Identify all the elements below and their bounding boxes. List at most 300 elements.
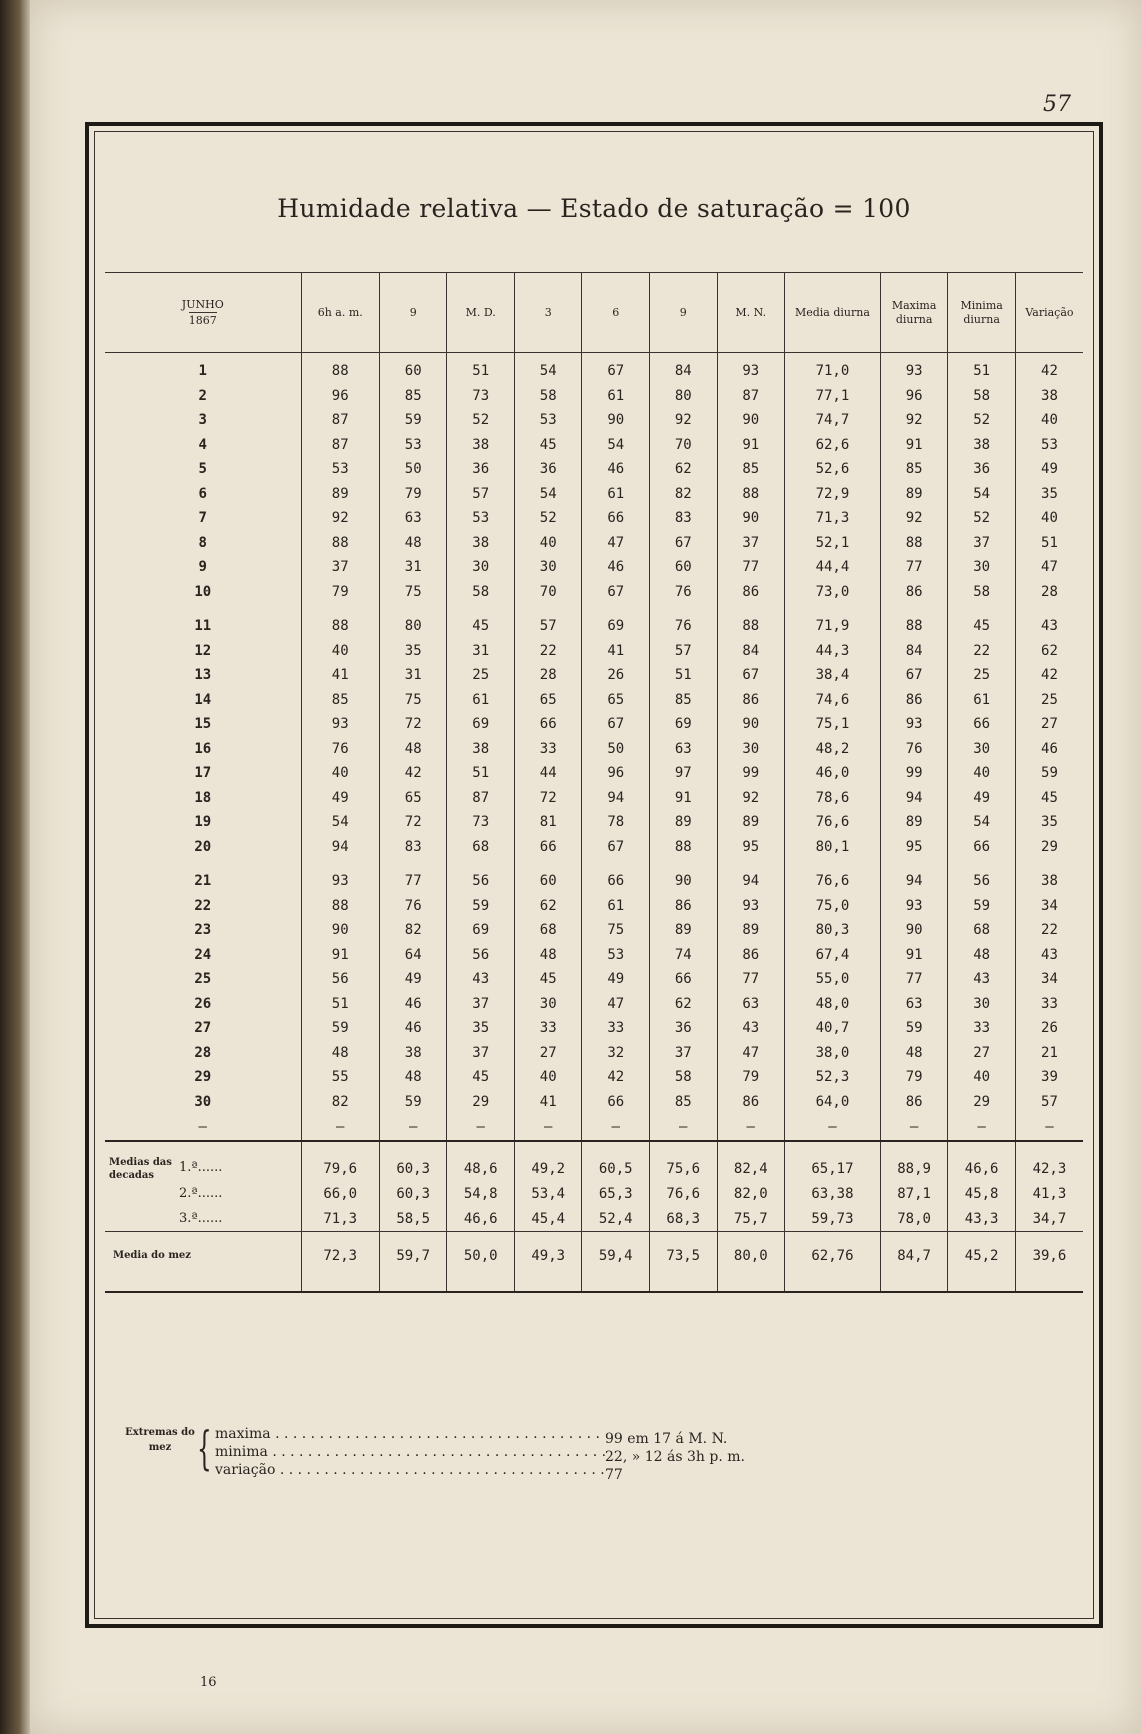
- value-cell: 65: [582, 688, 650, 713]
- value-cell: 66: [582, 869, 650, 894]
- value-cell: 25: [447, 663, 515, 688]
- value-cell: 47: [582, 992, 650, 1017]
- value-cell: 48: [948, 943, 1016, 968]
- value-cell: 89: [717, 810, 785, 835]
- value-cell: 33: [514, 1016, 582, 1041]
- value-cell: 50,0: [447, 1244, 515, 1269]
- value-cell: 27: [948, 1041, 1016, 1066]
- decade-number: 1.ª: [179, 1160, 198, 1175]
- day-cell: 30: [194, 1093, 212, 1110]
- extreme-max: [215, 1425, 728, 1447]
- table-row: [105, 457, 1083, 482]
- value-cell: 80,3: [785, 918, 881, 943]
- value-cell: 92: [301, 506, 379, 531]
- value-cell: 86: [717, 580, 785, 605]
- value-cell: 90: [301, 918, 379, 943]
- header-col: 6h a. m.: [301, 273, 379, 353]
- month-mean-row: [105, 1244, 1083, 1269]
- value-cell: 76,6: [785, 869, 881, 894]
- value-cell: 77,1: [785, 384, 881, 409]
- value-cell: 65: [514, 688, 582, 713]
- spacer-cell: [948, 1141, 1016, 1156]
- value-cell: 93: [301, 712, 379, 737]
- extreme-value: 99 em 17 á M. N.: [605, 1431, 728, 1447]
- day-cell: 3: [198, 412, 207, 428]
- value-cell: 53: [379, 433, 447, 458]
- day-cell: 9: [198, 559, 207, 575]
- day-cell: 24: [194, 946, 212, 963]
- value-cell: 57: [447, 482, 515, 507]
- value-cell: 42: [1015, 353, 1083, 384]
- dash-cell: —: [514, 1114, 582, 1141]
- spacer-cell: [880, 1269, 948, 1292]
- decade-row: [105, 1182, 1083, 1207]
- value-cell: 85: [650, 1090, 718, 1115]
- spacer-cell: [105, 604, 301, 614]
- value-cell: 59: [301, 1016, 379, 1041]
- value-cell: 58: [650, 1065, 718, 1090]
- value-cell: 89: [717, 918, 785, 943]
- table-row: [105, 918, 1083, 943]
- value-cell: 88: [301, 531, 379, 556]
- value-cell: 77: [717, 967, 785, 992]
- value-cell: 78,0: [880, 1207, 948, 1232]
- dash-cell: —: [880, 1114, 948, 1141]
- value-cell: 71,9: [785, 614, 881, 639]
- header-month: [105, 273, 301, 353]
- table-row: [105, 967, 1083, 992]
- value-cell: 66,0: [301, 1182, 379, 1207]
- separator: [105, 1232, 1083, 1245]
- value-cell: 48,0: [785, 992, 881, 1017]
- value-cell: 30: [514, 555, 582, 580]
- value-cell: 77: [880, 967, 948, 992]
- spacer-cell: [105, 859, 301, 869]
- spacer-cell: [948, 1269, 1016, 1292]
- value-cell: 58: [948, 580, 1016, 605]
- value-cell: 48: [301, 1041, 379, 1066]
- value-cell: 52: [447, 408, 515, 433]
- value-cell: 86: [880, 688, 948, 713]
- value-cell: 68,3: [650, 1207, 718, 1232]
- spacer-cell: [447, 1232, 515, 1245]
- header-month-name: JUNHO: [181, 298, 224, 312]
- value-cell: 62,6: [785, 433, 881, 458]
- value-cell: 30: [514, 992, 582, 1017]
- value-cell: 49: [582, 967, 650, 992]
- extreme-value: 77: [605, 1467, 623, 1483]
- spacer-cell: [650, 604, 718, 614]
- decade-label-cell: [105, 1207, 301, 1232]
- extremes-label: Extremas do mez: [125, 1427, 195, 1453]
- spacer-cell: [514, 1269, 582, 1292]
- value-cell: 59: [880, 1016, 948, 1041]
- value-cell: 70: [514, 580, 582, 605]
- value-cell: 88: [880, 531, 948, 556]
- value-cell: 67: [582, 580, 650, 605]
- value-cell: 56: [301, 967, 379, 992]
- value-cell: 38: [379, 1041, 447, 1066]
- value-cell: 30: [948, 737, 1016, 762]
- header-col: Minima diurna: [948, 273, 1016, 353]
- value-cell: 56: [447, 869, 515, 894]
- spacer-cell: [447, 1269, 515, 1292]
- decade-row: [105, 1207, 1083, 1232]
- value-cell: 30: [948, 555, 1016, 580]
- value-cell: 62: [650, 992, 718, 1017]
- value-cell: 64,0: [785, 1090, 881, 1115]
- value-cell: 59,7: [379, 1244, 447, 1269]
- value-cell: 60: [650, 555, 718, 580]
- value-cell: 21: [1015, 1041, 1083, 1066]
- value-cell: 38: [447, 433, 515, 458]
- header-col: 3: [514, 273, 582, 353]
- value-cell: 75,6: [650, 1156, 718, 1182]
- value-cell: 57: [1015, 1090, 1083, 1115]
- value-cell: 35: [1015, 482, 1083, 507]
- spacer-cell: [514, 1232, 582, 1245]
- value-cell: 85: [379, 384, 447, 409]
- spacer-cell: [717, 1269, 785, 1292]
- leader-dots: ......: [197, 1210, 223, 1226]
- table-row: [105, 555, 1083, 580]
- value-cell: 36: [948, 457, 1016, 482]
- value-cell: 52,6: [785, 457, 881, 482]
- value-cell: 86: [880, 580, 948, 605]
- value-cell: 66: [514, 835, 582, 860]
- value-cell: 45,8: [948, 1182, 1016, 1207]
- value-cell: 45: [514, 433, 582, 458]
- table-row: [105, 1090, 1083, 1115]
- value-cell: 75,1: [785, 712, 881, 737]
- value-cell: 93: [880, 894, 948, 919]
- value-cell: 62: [650, 457, 718, 482]
- value-cell: 71,3: [785, 506, 881, 531]
- value-cell: 37: [717, 531, 785, 556]
- value-cell: 37: [301, 555, 379, 580]
- value-cell: 40: [948, 761, 1016, 786]
- value-cell: 40: [1015, 408, 1083, 433]
- value-cell: 42: [379, 761, 447, 786]
- spacer-cell: [514, 1141, 582, 1156]
- spacer-cell: [582, 1141, 650, 1156]
- table-row: [105, 737, 1083, 762]
- value-cell: 72,9: [785, 482, 881, 507]
- spacer-cell: [379, 1141, 447, 1156]
- value-cell: 61: [582, 894, 650, 919]
- value-cell: 74,6: [785, 688, 881, 713]
- table-header: [105, 273, 1083, 353]
- value-cell: 66: [514, 712, 582, 737]
- value-cell: 88,9: [880, 1156, 948, 1182]
- value-cell: 48: [514, 943, 582, 968]
- value-cell: 59: [1015, 761, 1083, 786]
- month-mean-label: Media do mez: [113, 1250, 191, 1261]
- spacer-cell: [1015, 604, 1083, 614]
- value-cell: 94: [582, 786, 650, 811]
- dash-cell: —: [582, 1114, 650, 1141]
- value-cell: 53: [514, 408, 582, 433]
- extreme-variation: [215, 1461, 623, 1483]
- value-cell: 60,3: [379, 1182, 447, 1207]
- value-cell: 88: [717, 614, 785, 639]
- value-cell: 61: [447, 688, 515, 713]
- value-cell: 87,1: [880, 1182, 948, 1207]
- value-cell: 51: [948, 353, 1016, 384]
- value-cell: 27: [1015, 712, 1083, 737]
- value-cell: 75: [379, 688, 447, 713]
- table-row: [105, 639, 1083, 664]
- value-cell: 68: [948, 918, 1016, 943]
- table-row: [105, 688, 1083, 713]
- header-col: 9: [379, 273, 447, 353]
- value-cell: 33: [582, 1016, 650, 1041]
- value-cell: 62: [1015, 639, 1083, 664]
- value-cell: 89: [301, 482, 379, 507]
- value-cell: 88: [301, 353, 379, 384]
- value-cell: 59: [447, 894, 515, 919]
- value-cell: 86: [880, 1090, 948, 1115]
- header-col: Media diurna: [785, 273, 881, 353]
- value-cell: 71,3: [301, 1207, 379, 1232]
- value-cell: 37: [948, 531, 1016, 556]
- value-cell: 59: [948, 894, 1016, 919]
- spacer-cell: [447, 859, 515, 869]
- dash-cell: —: [717, 1114, 785, 1141]
- value-cell: 49,2: [514, 1156, 582, 1182]
- spacer-cell: [650, 1232, 718, 1245]
- day-cell: 29: [194, 1069, 212, 1085]
- value-cell: 88: [301, 894, 379, 919]
- value-cell: 38,4: [785, 663, 881, 688]
- day-cell: 8: [198, 534, 207, 551]
- value-cell: 40,7: [785, 1016, 881, 1041]
- value-cell: 83: [650, 506, 718, 531]
- value-cell: 89: [650, 810, 718, 835]
- spacer-cell: [582, 604, 650, 614]
- value-cell: 91: [880, 433, 948, 458]
- value-cell: 84: [880, 639, 948, 664]
- value-cell: 91: [717, 433, 785, 458]
- value-cell: 73,5: [650, 1244, 718, 1269]
- value-cell: 26: [1015, 1016, 1083, 1041]
- spacer-cell: [514, 859, 582, 869]
- value-cell: 63: [717, 992, 785, 1017]
- day-cell: 27: [194, 1020, 212, 1036]
- sheet-number: 16: [200, 1675, 217, 1690]
- value-cell: 32: [582, 1041, 650, 1066]
- day-cell: 18: [194, 789, 212, 806]
- decade-group-label: Medias das decadas: [109, 1157, 172, 1181]
- value-cell: 54: [514, 353, 582, 384]
- value-cell: 33: [514, 737, 582, 762]
- value-cell: 86: [650, 894, 718, 919]
- page: [30, 0, 1141, 1734]
- value-cell: 38: [447, 737, 515, 762]
- value-cell: 57: [650, 639, 718, 664]
- spacer-cell: [447, 604, 515, 614]
- spacer-cell: [105, 1269, 301, 1292]
- value-cell: 67: [582, 712, 650, 737]
- value-cell: 54: [582, 433, 650, 458]
- value-cell: 25: [948, 663, 1016, 688]
- end-rule: [105, 1269, 1083, 1292]
- table-row: [105, 943, 1083, 968]
- table-row: [105, 1065, 1083, 1090]
- spacer-cell: [301, 1232, 379, 1245]
- value-cell: 97: [650, 761, 718, 786]
- value-cell: 74,7: [785, 408, 881, 433]
- value-cell: 85: [650, 688, 718, 713]
- spacer-cell: [379, 604, 447, 614]
- value-cell: 34,7: [1015, 1207, 1083, 1232]
- table-row: [105, 353, 1083, 384]
- table-row: [105, 433, 1083, 458]
- value-cell: 91: [301, 943, 379, 968]
- value-cell: 47: [717, 1041, 785, 1066]
- value-cell: 29: [1015, 835, 1083, 860]
- table-row: [105, 810, 1083, 835]
- spacer-cell: [301, 1269, 379, 1292]
- value-cell: 63: [379, 506, 447, 531]
- value-cell: 53,4: [514, 1182, 582, 1207]
- page-title: Humidade relativa — Estado de saturação = 100: [277, 194, 911, 223]
- value-cell: 50: [379, 457, 447, 482]
- dash-cell: —: [301, 1114, 379, 1141]
- value-cell: 40: [514, 531, 582, 556]
- value-cell: 69: [447, 712, 515, 737]
- value-cell: 59: [379, 408, 447, 433]
- page-number: 57: [1043, 92, 1071, 117]
- value-cell: 85: [717, 457, 785, 482]
- value-cell: 53: [1015, 433, 1083, 458]
- table-row: [105, 580, 1083, 605]
- value-cell: 83: [379, 835, 447, 860]
- value-cell: 49: [948, 786, 1016, 811]
- value-cell: 31: [447, 639, 515, 664]
- value-cell: 90: [880, 918, 948, 943]
- value-cell: 43: [717, 1016, 785, 1041]
- value-cell: 28: [514, 663, 582, 688]
- value-cell: 72: [379, 810, 447, 835]
- value-cell: 45: [447, 1065, 515, 1090]
- value-cell: 93: [717, 894, 785, 919]
- spacer-cell: [650, 1141, 718, 1156]
- value-cell: 84: [650, 353, 718, 384]
- value-cell: 76: [379, 894, 447, 919]
- spacer-cell: [379, 1232, 447, 1245]
- value-cell: 93: [301, 869, 379, 894]
- value-cell: 44: [514, 761, 582, 786]
- value-cell: 39: [1015, 1065, 1083, 1090]
- value-cell: 43: [447, 967, 515, 992]
- dash-cell: —: [447, 1114, 515, 1141]
- decade-number: 3.ª: [179, 1210, 198, 1226]
- value-cell: 45,2: [948, 1244, 1016, 1269]
- leader-dots: ......: [197, 1186, 223, 1201]
- value-cell: 49: [1015, 457, 1083, 482]
- value-cell: 72: [379, 712, 447, 737]
- value-cell: 72,3: [301, 1244, 379, 1269]
- value-cell: 48: [379, 737, 447, 762]
- value-cell: 55: [301, 1065, 379, 1090]
- value-cell: 51: [1015, 531, 1083, 556]
- value-cell: 87: [717, 384, 785, 409]
- value-cell: 80: [379, 614, 447, 639]
- value-cell: 52,1: [785, 531, 881, 556]
- value-cell: 67: [650, 531, 718, 556]
- value-cell: 46: [379, 1016, 447, 1041]
- table-row: [105, 482, 1083, 507]
- value-cell: 75,0: [785, 894, 881, 919]
- table-row: [105, 506, 1083, 531]
- value-cell: 88: [301, 614, 379, 639]
- spacer-cell: [105, 1141, 301, 1156]
- value-cell: 77: [379, 869, 447, 894]
- value-cell: 61: [582, 482, 650, 507]
- day-cell: 6: [198, 485, 207, 502]
- value-cell: 51: [650, 663, 718, 688]
- table-row: [105, 712, 1083, 737]
- value-cell: 54,8: [447, 1182, 515, 1207]
- value-cell: 59,4: [582, 1244, 650, 1269]
- value-cell: 41,3: [1015, 1182, 1083, 1207]
- day-cell: 22: [194, 897, 212, 914]
- value-cell: 67: [582, 353, 650, 384]
- value-cell: 84,7: [880, 1244, 948, 1269]
- table-row: [105, 786, 1083, 811]
- value-cell: 76: [650, 614, 718, 639]
- value-cell: 63: [650, 737, 718, 762]
- value-cell: 85: [301, 688, 379, 713]
- value-cell: 90: [717, 712, 785, 737]
- value-cell: 37: [650, 1041, 718, 1066]
- spacer-cell: [514, 604, 582, 614]
- value-cell: 38: [1015, 869, 1083, 894]
- day-cell: 7: [198, 510, 207, 526]
- spacer-cell: [948, 1232, 1016, 1245]
- value-cell: 49: [379, 967, 447, 992]
- value-cell: 92: [880, 408, 948, 433]
- value-cell: 76: [880, 737, 948, 762]
- value-cell: 93: [880, 353, 948, 384]
- value-cell: 66: [948, 835, 1016, 860]
- value-cell: 42,3: [1015, 1156, 1083, 1182]
- spacer-cell: [1015, 859, 1083, 869]
- value-cell: 36: [514, 457, 582, 482]
- value-cell: 22: [948, 639, 1016, 664]
- value-cell: 93: [880, 712, 948, 737]
- spacer-cell: [785, 1232, 881, 1245]
- value-cell: 63,38: [785, 1182, 881, 1207]
- value-cell: 89: [880, 810, 948, 835]
- value-cell: 45: [514, 967, 582, 992]
- value-cell: 80,0: [717, 1244, 785, 1269]
- value-cell: 40: [301, 639, 379, 664]
- value-cell: 73: [447, 384, 515, 409]
- value-cell: 92: [650, 408, 718, 433]
- value-cell: 72: [514, 786, 582, 811]
- decade-label-cell: [105, 1182, 301, 1207]
- value-cell: 80: [650, 384, 718, 409]
- value-cell: 99: [717, 761, 785, 786]
- value-cell: 60: [379, 353, 447, 384]
- value-cell: 43: [1015, 943, 1083, 968]
- value-cell: 51: [301, 992, 379, 1017]
- value-cell: 43: [948, 967, 1016, 992]
- spacer-cell: [447, 1141, 515, 1156]
- value-cell: 25: [1015, 688, 1083, 713]
